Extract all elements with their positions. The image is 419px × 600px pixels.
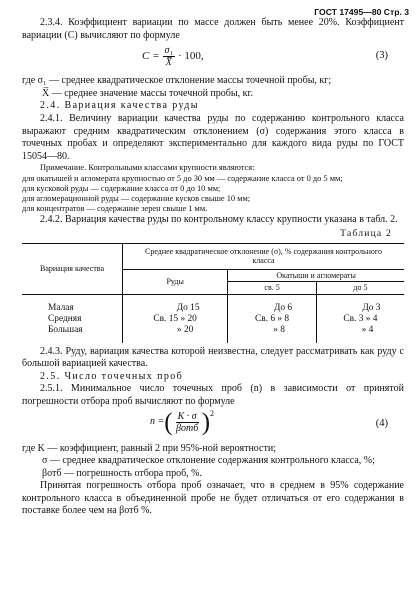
table-2 [22, 243, 404, 343]
formula-4-lhs: n = [150, 415, 165, 427]
header-pellets: Окатыши и агломераты [228, 269, 404, 282]
table-cell: До 15 [176, 302, 200, 313]
formula-3-numerator: σ₁ [164, 45, 173, 57]
formula-3-number: (3) [375, 50, 388, 62]
note-block [22, 163, 404, 214]
heading-2-5: 2.5. Число точечных проб [40, 370, 184, 382]
table-cell: До 6 [274, 302, 293, 313]
table-title: Таблица 2 [340, 227, 392, 239]
heading-2-4: 2.4. Вариация качества руды [40, 100, 199, 112]
header-sv5: св. 5 [228, 282, 317, 295]
header-group: Среднее квадратическое отклонение (σ), % содержания контрольного класса [123, 243, 405, 269]
table-cell: Св. 15 » 20 [153, 314, 197, 325]
note-item: для кусковой руды — содержание класса от 0 до 10 мм; [22, 183, 221, 193]
table-cell: Св. 6 » 8 [255, 314, 290, 325]
table-cell: » 8 [273, 325, 285, 336]
note-item: для концентратов — содержание зерен свыше 1 мм. [22, 204, 208, 214]
where-sigma1: где σ₁ — среднее квадратическое отклонение массы точечной пробы, кг; [22, 75, 332, 87]
where-xbar: X̅ — среднее значение массы точечной пробы, кг. [42, 87, 253, 99]
header-do5: до 5 [316, 282, 404, 295]
table-cell: Св. 3 » 4 [343, 314, 378, 325]
grade-high: Большая [48, 325, 83, 336]
where-k: где K — коэффициент, равный 2 при 95%-ной вероятности; [22, 442, 276, 454]
formula-4-exponent: 2 [210, 408, 215, 418]
where-beta: βотб — погрешность отбора проб, %. [42, 467, 203, 479]
formula-3-denominator: X̅ [165, 57, 172, 69]
note-item: для окатышей и агломерата крупностью от 5 до 30 мм — содержание класса от 0 до 5 мм; [22, 173, 343, 183]
header-variation: Вариация качества [22, 243, 123, 294]
formula-4: n = ( $\frac{K \cdot \sigma}{\text{βотб}}$ ) $^2$ (4) [150, 408, 388, 436]
table-cell: » 4 [361, 325, 374, 336]
header-ores: Руды [123, 269, 228, 294]
formula-3-lhs: C = [142, 50, 160, 63]
table-cell: До 3 [362, 302, 381, 313]
paragraph-2-5-1: 2.5.1. Минимальное число точечных проб (n) в зависимости от принятой погрешности отбора проб вычисляют по формуле [22, 383, 404, 407]
formula-3 [22, 43, 404, 73]
page-header: ГОСТ 17495—80 Стр. 3 [314, 7, 409, 17]
note-title: Примечание. Контрольными классами крупности являются: [40, 163, 255, 173]
grade-medium: Средняя [48, 314, 82, 325]
paragraph-2-4-2: 2.4.2. Вариация качества руды по контрольному классу крупности указана в табл. 2. [40, 214, 398, 226]
formula-4-denominator: βотб [176, 422, 199, 434]
table-cell: » 20 [176, 325, 194, 336]
formula-4-number: (4) [375, 417, 388, 429]
document-page [22, 17, 404, 518]
formula-4-fraction [176, 411, 199, 434]
formula-4-numerator: K · σ [177, 410, 197, 422]
paragraph-2-4-3: 2.4.3. Руду, вариация качества которой неизвестна, следует рассматривать как руду с большой вариацией качества. [22, 345, 404, 370]
paragraph-2-4-1: 2.4.1. Величину вариации качества руды по содержанию контрольного класса выражают средним квадратическим отклонением (σ) содержания этого класса в точечных пробах и определяют экспериментально для каждого вида руды по ГОСТ 15054—80. [22, 112, 404, 162]
table-body-row [22, 294, 404, 342]
formula-3-rhs: · 100, [177, 50, 204, 63]
grade-low: Малая [48, 302, 74, 313]
note-item: для агломерационной руды — содержание кусков свыше 10 мм; [22, 193, 251, 203]
formula-3-fraction [163, 45, 175, 68]
paragraph-final: Принятая погрешность отбора проб означает, что в среднем в 95% содержание контрольного класса в объединенной пробе не будет отличаться от его содержания в поставке более чем на βотб %. [22, 480, 404, 517]
paragraph-2-3-4: 2.3.4. Коэффициент вариации по массе должен быть менее 20%. Коэффициент вариации (С) вычисляют по формуле [22, 17, 404, 41]
where-sigma: σ — среднее квадратическое отклонение содержания контрольного класса, %; [42, 455, 375, 467]
